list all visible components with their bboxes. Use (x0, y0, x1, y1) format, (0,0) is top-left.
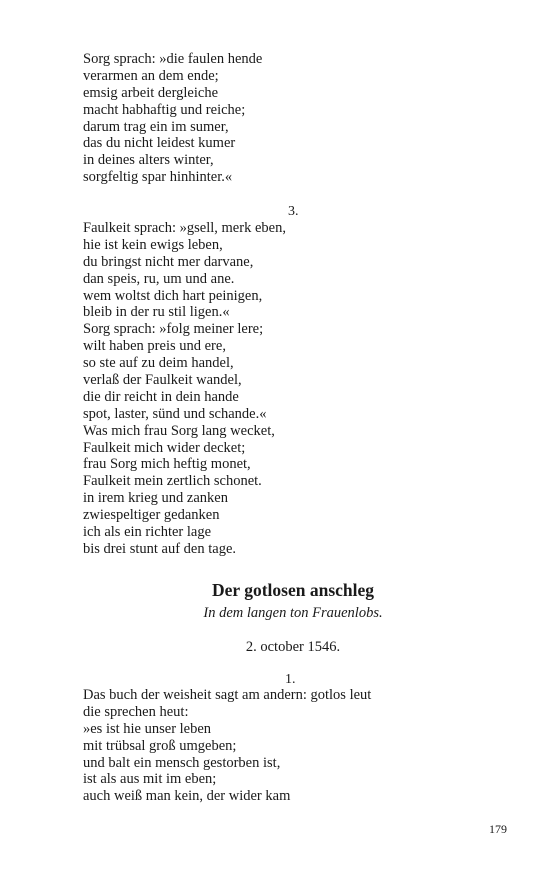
verse-line: Faulkeit sprach: »gsell, merk eben, (83, 220, 286, 236)
verse-line: bleib in der ru stil ligen.« (83, 304, 230, 321)
stanza-number: 1. (285, 672, 296, 687)
verse-line: ist als aus mit im eben; (83, 771, 217, 788)
verse-line: in deines alters winter, (83, 152, 214, 169)
verse-line: ich als ein richter lage (83, 524, 212, 541)
verse-line: Sorg sprach: »folg meiner lere; (83, 321, 264, 338)
verse-line: das du nicht leidest kumer (83, 135, 236, 152)
verse-line: hie ist kein ewigs leben, (83, 236, 223, 253)
verse-line: verarmen an dem ende; (83, 67, 219, 84)
verse-line: Das buch der weisheit sagt am andern: gotlos leut (83, 687, 372, 703)
verse-line: frau Sorg mich heftig monet, (83, 456, 251, 473)
verse-line: in irem krieg und zanken (83, 490, 228, 507)
stanza-1 (83, 687, 513, 805)
verse-line: wilt haben preis und ere, (83, 338, 226, 355)
verse-line: Sorg sprach: »die faulen hende (83, 51, 263, 67)
verse-line: dan speis, ru, um und ane. (83, 270, 235, 287)
stanza-3 (83, 220, 513, 558)
verse-line: verlaß der Faulkeit wandel, (83, 372, 242, 389)
verse-line: darum trag ein im sumer, (83, 118, 229, 135)
verse-line: und balt ein mensch gestorben ist, (83, 754, 281, 771)
verse-line: zwiespeltiger gedanken (83, 507, 220, 524)
verse-line: macht habhaftig und reiche; (83, 101, 246, 118)
verse-line: so ste auf zu deim handel, (83, 355, 234, 372)
verse-line: spot, laster, sünd und schande.« (83, 405, 267, 422)
poem-title: Der gotlosen anschleg (211, 580, 375, 600)
verse-line: sorgfeltig spar hinhinter.« (83, 169, 233, 186)
verse-line: du bringst nicht mer darvane, (83, 253, 254, 270)
verse-line: »es ist hie unser leben (83, 720, 212, 737)
verse-line: bis drei stunt auf den tage. (83, 540, 237, 557)
verse-line: Was mich frau Sorg lang wecket, (83, 422, 275, 439)
verse-line: mit trübsal groß umgeben; (83, 737, 237, 754)
verse-line: emsig arbeit dergleiche (83, 84, 219, 101)
poem-subtitle: In dem langen ton Frauenlobs. (203, 605, 383, 621)
verse-line: Faulkeit mein zertlich schonet. (83, 473, 262, 490)
stanza-number: 3. (288, 204, 299, 219)
verse-line: Faulkeit mich wider decket; (83, 439, 246, 456)
verse-line: auch weiß man kein, der wider kam (83, 788, 291, 805)
stanza-continuation (83, 51, 513, 186)
poem-date: 2. october 1546. (245, 639, 341, 655)
verse-line: die dir reicht in dein hande (83, 388, 239, 405)
page-number: 179 (489, 822, 507, 836)
verse-line: wem woltst dich hart peinigen, (83, 287, 263, 304)
verse-line: die sprechen heut: (83, 703, 189, 720)
